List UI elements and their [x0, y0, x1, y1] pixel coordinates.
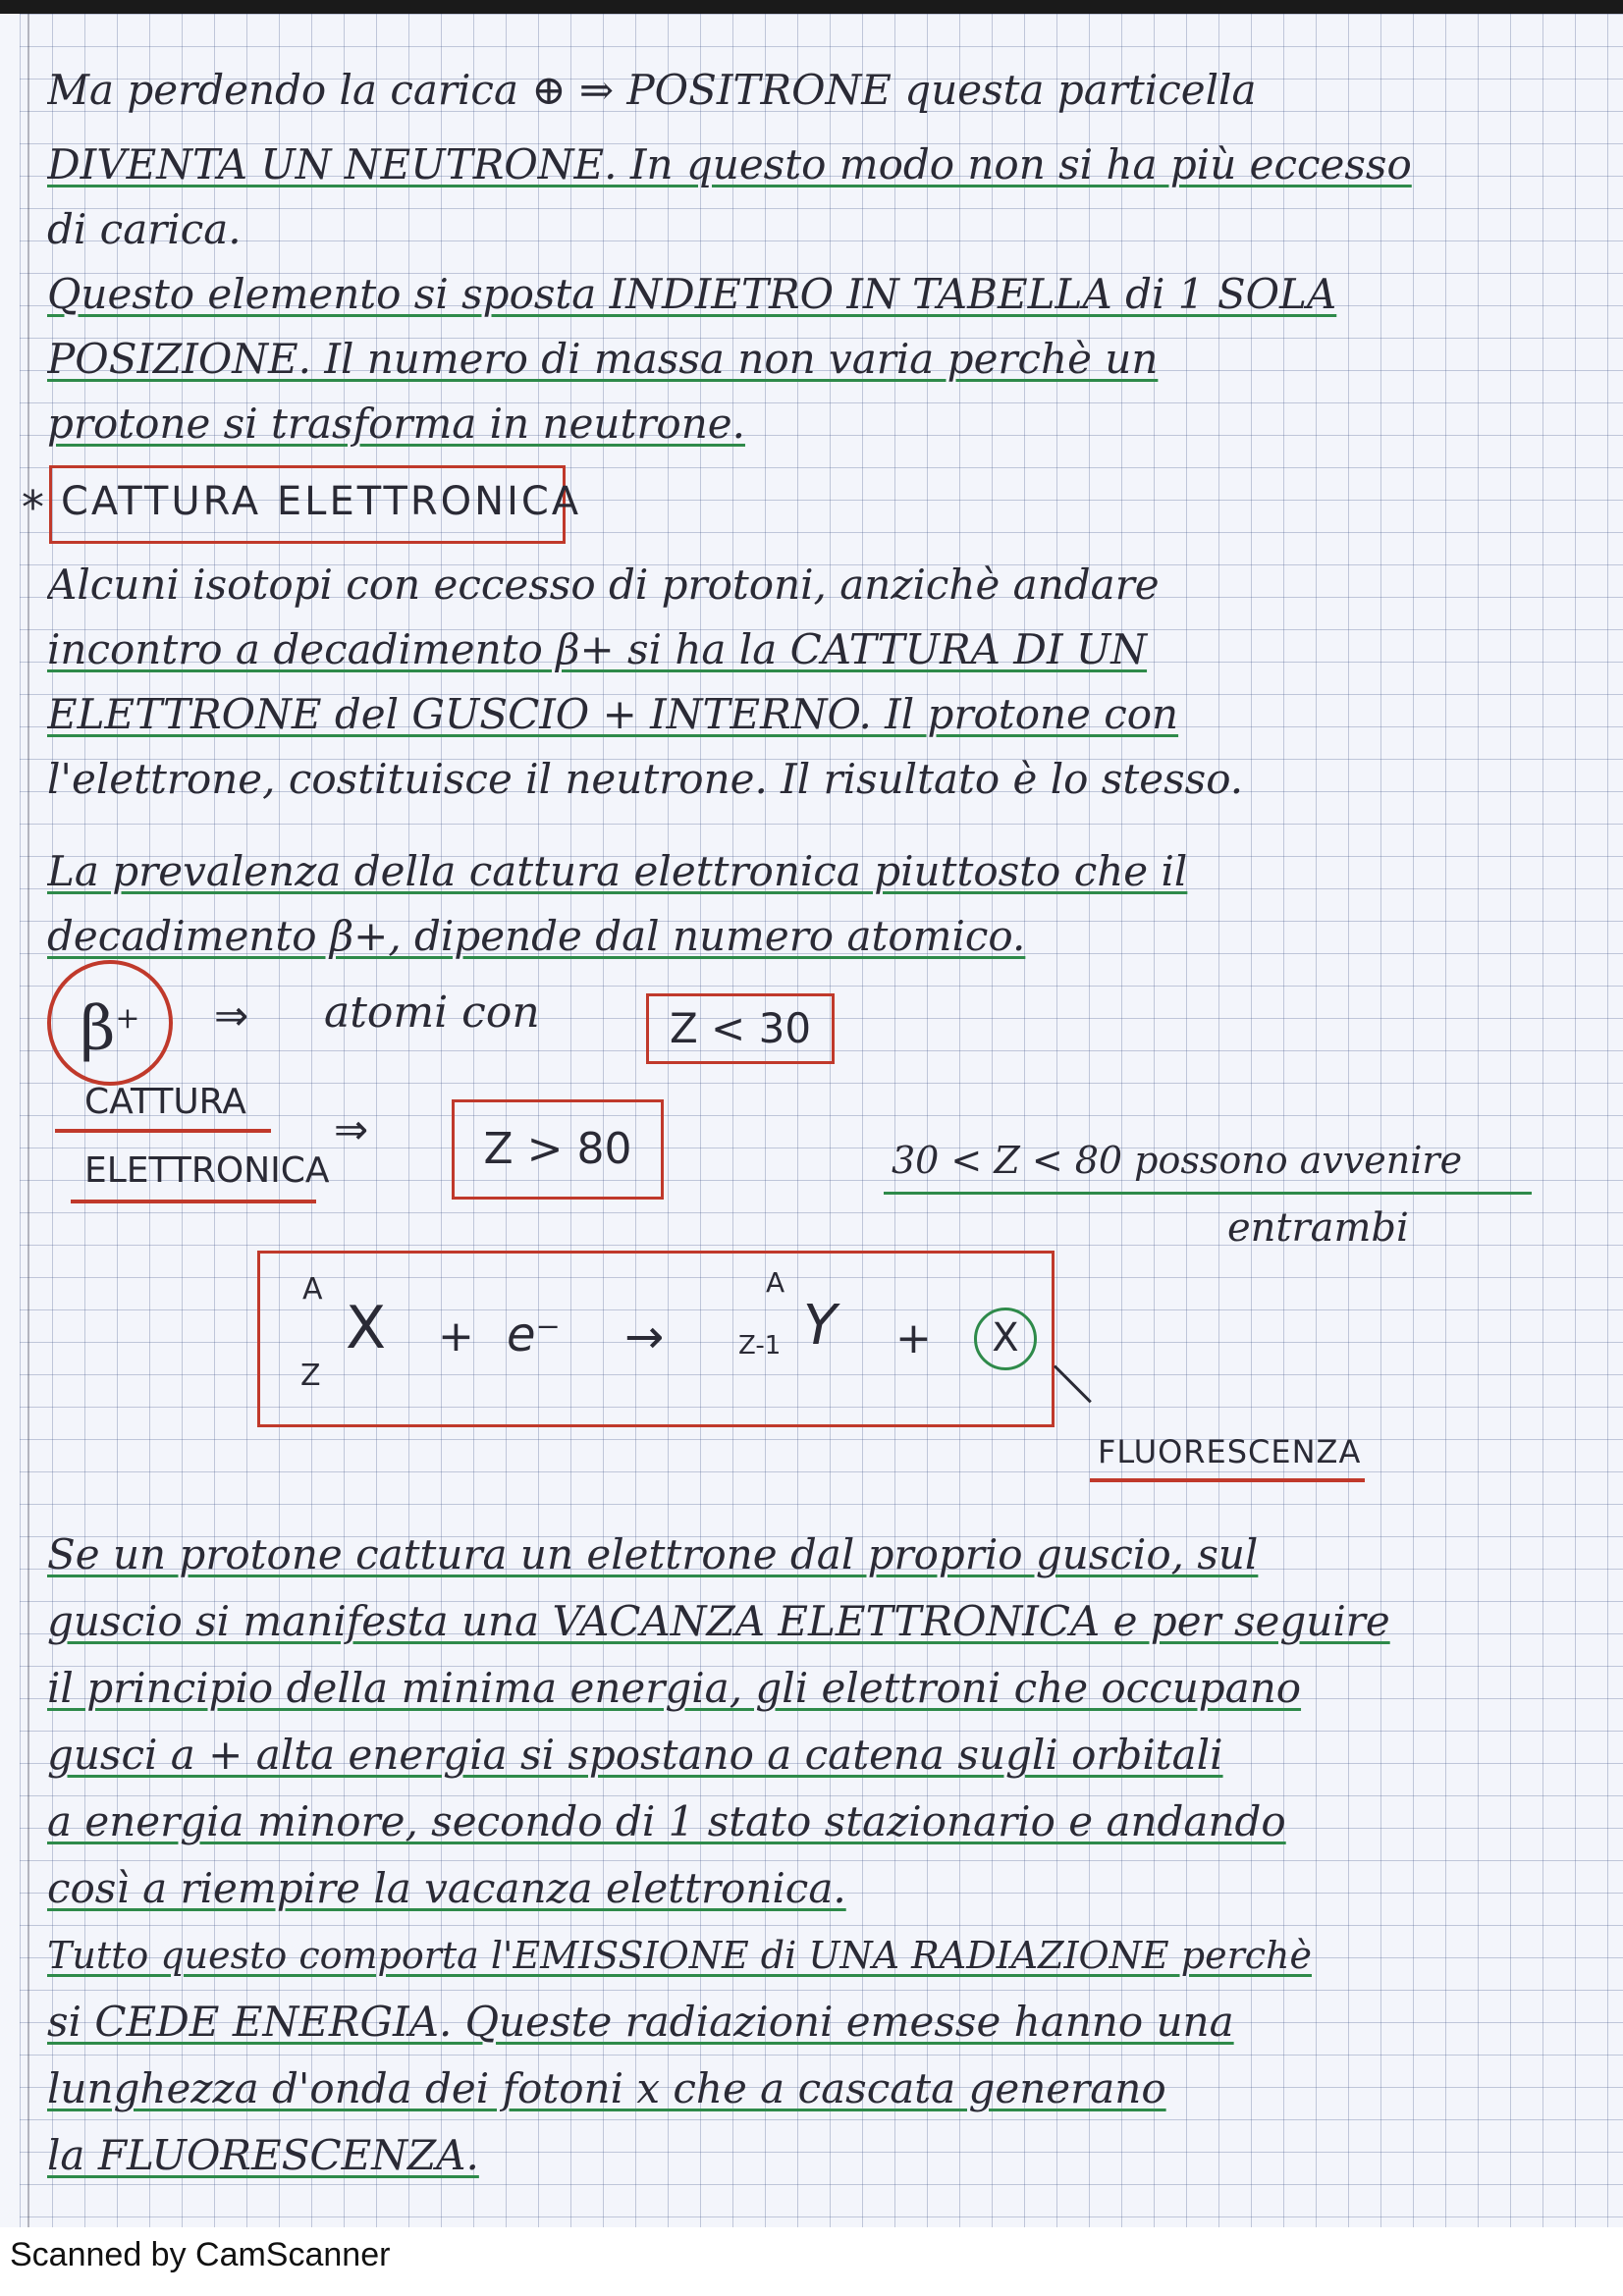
- note-line: Se un protone cattura un elettrone dal proprio guscio, sul: [47, 1530, 1259, 1578]
- mass-number: A: [766, 1266, 785, 1299]
- note-line: lunghezza d'onda dei fotoni x che a cascata generano: [47, 2064, 1166, 2112]
- beta-symbol: β: [80, 991, 116, 1064]
- reaction-arrow-icon: →: [624, 1309, 665, 1364]
- note-line: il principio della minima energia, gli elettroni che occupano: [47, 1664, 1302, 1712]
- note-line: Alcuni isotopi con eccesso di protoni, anzichè andare: [47, 561, 1160, 609]
- note-line: Questo elemento si sposta INDIETRO IN TABELLA di 1 SOLA: [47, 270, 1337, 318]
- underline: [884, 1192, 1532, 1195]
- section-heading: CATTURA ELETTRONICA: [61, 479, 582, 524]
- plus-sign: +: [438, 1311, 474, 1362]
- note-line: decadimento β+, dipende dal numero atomico.: [47, 912, 1026, 960]
- top-border: [0, 0, 1623, 14]
- note-line: guscio si manifesta una VACANZA ELETTRONICA e per seguire: [47, 1597, 1390, 1645]
- rule-text: atomi con: [324, 988, 540, 1038]
- condition-box: Z < 30: [646, 993, 835, 1064]
- underline: [71, 1200, 316, 1203]
- range-note: entrambi: [1227, 1205, 1409, 1251]
- implies-arrow-icon: ⇒: [214, 991, 249, 1040]
- scanner-footer: Scanned by CamScanner: [10, 2236, 391, 2273]
- note-line: DIVENTA UN NEUTRONE. In questo modo non si ha più eccesso: [47, 140, 1412, 188]
- daughter-nucleus: Y: [803, 1294, 838, 1358]
- note-line: di carica.: [47, 205, 242, 253]
- electron: e⁻: [507, 1308, 561, 1362]
- note-line: incontro a decadimento β+ si ha la CATTURA DI UN: [47, 625, 1148, 673]
- capture-label: ELETTRONICA: [84, 1150, 330, 1191]
- beta-plus-circle: [47, 960, 173, 1086]
- parent-nucleus: X: [346, 1294, 387, 1362]
- fluorescence-label: FLUORESCENZA: [1098, 1433, 1362, 1470]
- note-line: si CEDE ENERGIA. Queste radiazioni emesse hanno una: [47, 1998, 1234, 2046]
- atomic-number: Z-1: [738, 1331, 782, 1361]
- implies-arrow-icon: ⇒: [334, 1105, 369, 1153]
- note-line: protone si trasforma in neutrone.: [47, 400, 745, 448]
- note-line: Tutto questo comporta l'EMISSIONE di UNA RADIAZIONE perchè: [47, 1934, 1312, 1977]
- note-line: ELETTRONE del GUSCIO + INTERNO. Il protone con: [47, 690, 1179, 738]
- note-line: l'elettrone, costituisce il neutrone. Il risultato è lo stesso.: [47, 755, 1244, 803]
- plus-sign: +: [895, 1313, 932, 1363]
- mass-number: A: [302, 1272, 323, 1307]
- underline: [1090, 1478, 1365, 1482]
- margin-line: [27, 14, 29, 2227]
- underline: [55, 1129, 271, 1133]
- note-line: la FLUORESCENZA.: [47, 2131, 479, 2179]
- condition-box: Z > 80: [452, 1099, 664, 1200]
- star-icon: *: [22, 481, 44, 534]
- note-line: gusci a + alta energia si spostano a catena sugli orbitali: [47, 1731, 1223, 1779]
- capture-label: CATTURA: [84, 1082, 246, 1122]
- note-line: così a riempire la vacanza elettronica.: [47, 1864, 846, 1912]
- note-line: La prevalenza della cattura elettronica piuttosto che il: [47, 847, 1188, 895]
- note-line: Ma perdendo la carica ⊕ ⇒ POSITRONE questa particella: [47, 66, 1257, 114]
- note-line: POSIZIONE. Il numero di massa non varia perchè un: [47, 335, 1159, 383]
- xray-photon: X: [974, 1308, 1037, 1370]
- note-line: a energia minore, secondo di 1 stato stazionario e andando: [47, 1797, 1286, 1845]
- atomic-number: Z: [300, 1359, 321, 1393]
- range-note: 30 < Z < 80 possono avvenire: [892, 1139, 1463, 1182]
- beta-sup: +: [115, 1001, 140, 1036]
